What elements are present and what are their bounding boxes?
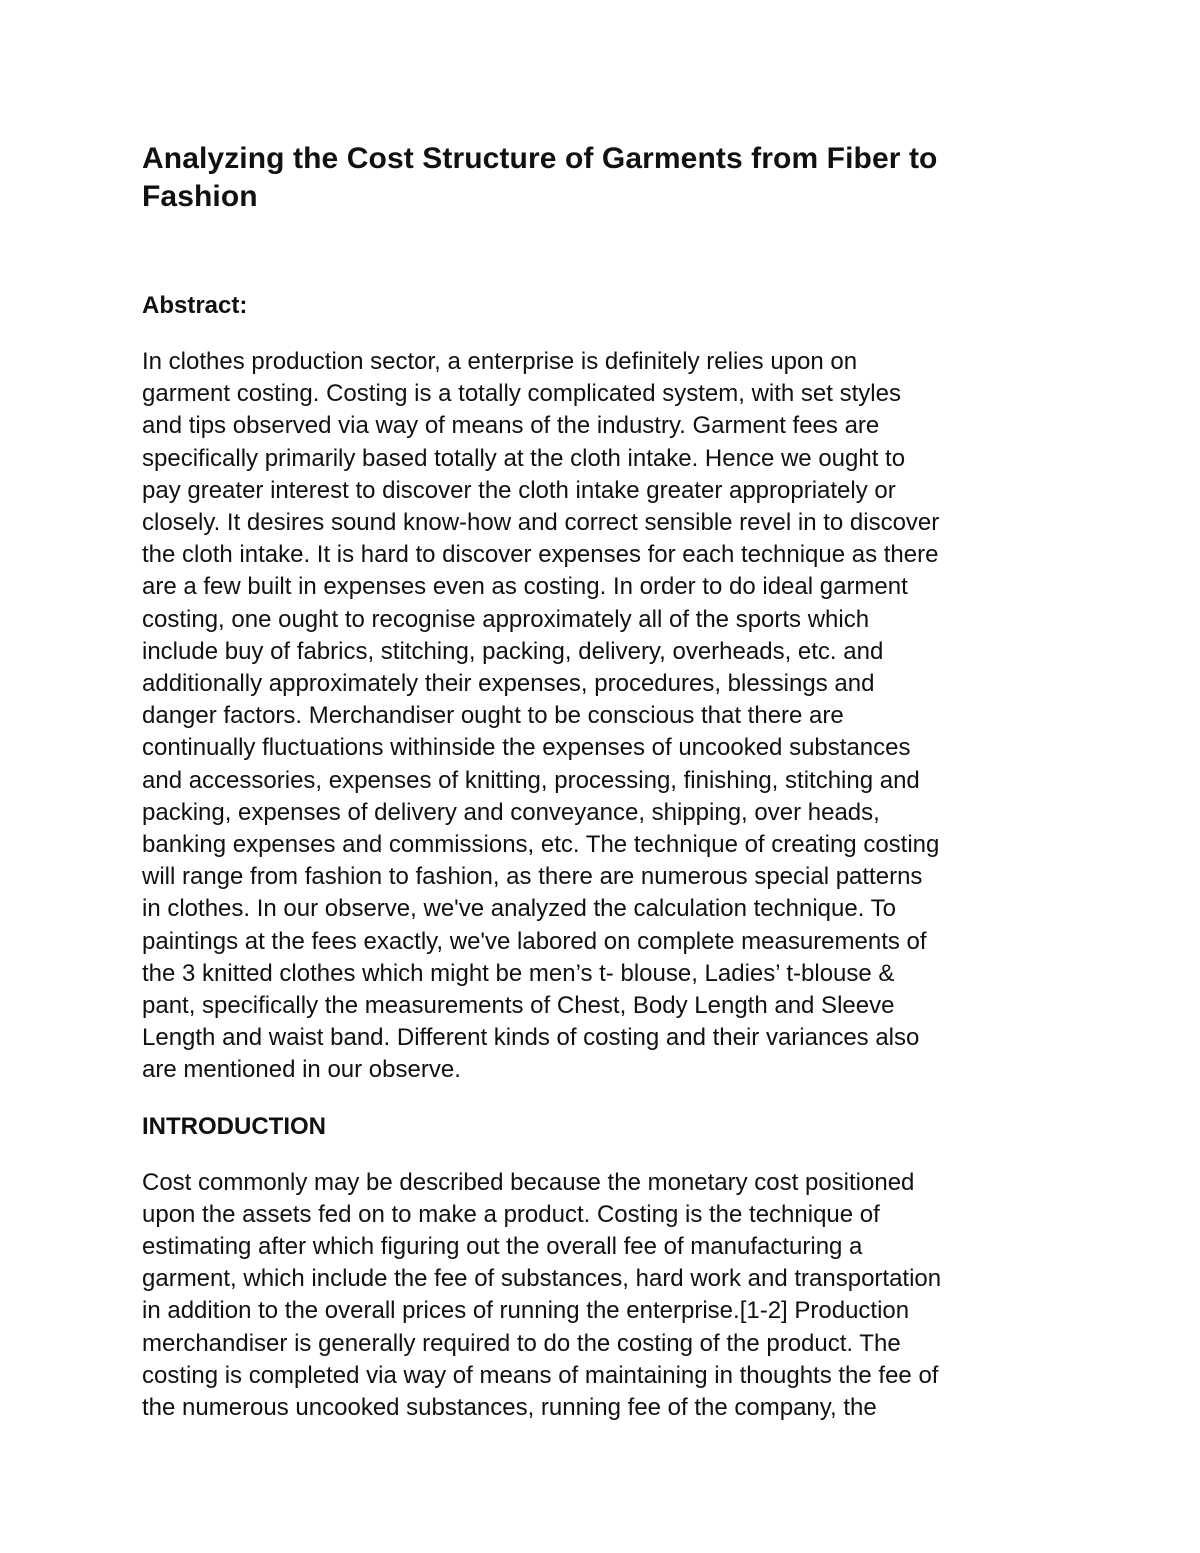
introduction-line: merchandiser is generally required to do the costing of the product. The bbox=[142, 1329, 901, 1357]
title-line: Fashion bbox=[142, 180, 258, 213]
abstract-line: continually fluctuations withinside the expenses of uncooked substances bbox=[142, 734, 911, 762]
abstract-line: additionally approximately their expenses, procedures, blessings and bbox=[142, 670, 875, 698]
introduction-heading: INTRODUCTION bbox=[142, 1112, 326, 1140]
abstract-line: specifically primarily based totally at the cloth intake. Hence we ought to bbox=[142, 444, 906, 472]
introduction-line: in addition to the overall prices of running the enterprise.[1-2] Production bbox=[142, 1297, 910, 1325]
abstract-line: the 3 knitted clothes which might be men’s t- blouse, Ladies’ t-blouse & bbox=[142, 959, 895, 987]
abstract-heading: Abstract: bbox=[142, 292, 248, 319]
abstract-line: are mentioned in our observe. bbox=[142, 1056, 461, 1084]
introduction-line: upon the assets fed on to make a product. Costing is the technique of bbox=[142, 1200, 880, 1228]
document-title bbox=[142, 140, 1062, 216]
abstract-line: and accessories, expenses of knitting, processing, finishing, stitching and bbox=[142, 766, 920, 794]
abstract-line: pay greater interest to discover the cloth intake greater appropriately or bbox=[142, 476, 896, 504]
abstract-line: danger factors. Merchandiser ought to be conscious that there are bbox=[142, 702, 844, 730]
abstract-line: In clothes production sector, a enterprise is definitely relies upon on bbox=[142, 348, 858, 375]
abstract-line: Length and waist band. Different kinds of costing and their variances also bbox=[142, 1024, 920, 1052]
abstract-line: and tips observed via way of means of the industry. Garment fees are bbox=[142, 412, 880, 440]
abstract-line: in clothes. In our observe, we've analyzed the calculation technique. To bbox=[142, 895, 896, 923]
abstract-line: garment costing. Costing is a totally complicated system, with set styles bbox=[142, 380, 901, 408]
abstract-line: the cloth intake. It is hard to discover expenses for each technique as there bbox=[142, 541, 939, 569]
introduction-paragraph bbox=[142, 1167, 1062, 1425]
abstract-line: are a few built in expenses even as costing. In order to do ideal garment bbox=[142, 573, 908, 601]
introduction-line: garment, which include the fee of substances, hard work and transportation bbox=[142, 1265, 942, 1293]
introduction-line: Cost commonly may be described because the monetary cost positioned bbox=[142, 1168, 915, 1196]
abstract-line: paintings at the fees exactly, we've labored on complete measurements of bbox=[142, 927, 927, 955]
abstract-line: will range from fashion to fashion, as there are numerous special patterns bbox=[142, 863, 923, 891]
introduction-line: the numerous uncooked substances, running fee of the company, the bbox=[142, 1394, 877, 1422]
abstract-line: closely. It desires sound know-how and correct sensible revel in to discover bbox=[142, 509, 940, 537]
abstract-paragraph bbox=[142, 346, 1062, 1087]
abstract-line: pant, specifically the measurements of Chest, Body Length and Sleeve bbox=[142, 992, 895, 1020]
abstract-line: include buy of fabrics, stitching, packing, delivery, overheads, etc. and bbox=[142, 637, 884, 665]
document-page bbox=[142, 140, 1062, 1424]
abstract-line: costing, one ought to recognise approximately all of the sports which bbox=[142, 605, 870, 633]
abstract-line: packing, expenses of delivery and conveyance, shipping, over heads, bbox=[142, 798, 880, 826]
abstract-line: banking expenses and commissions, etc. The technique of creating costing bbox=[142, 831, 940, 859]
introduction-line: costing is completed via way of means of maintaining in thoughts the fee of bbox=[142, 1361, 939, 1389]
introduction-line: estimating after which figuring out the overall fee of manufacturing a bbox=[142, 1233, 863, 1261]
title-line: Analyzing the Cost Structure of Garments from Fiber to bbox=[142, 142, 938, 175]
